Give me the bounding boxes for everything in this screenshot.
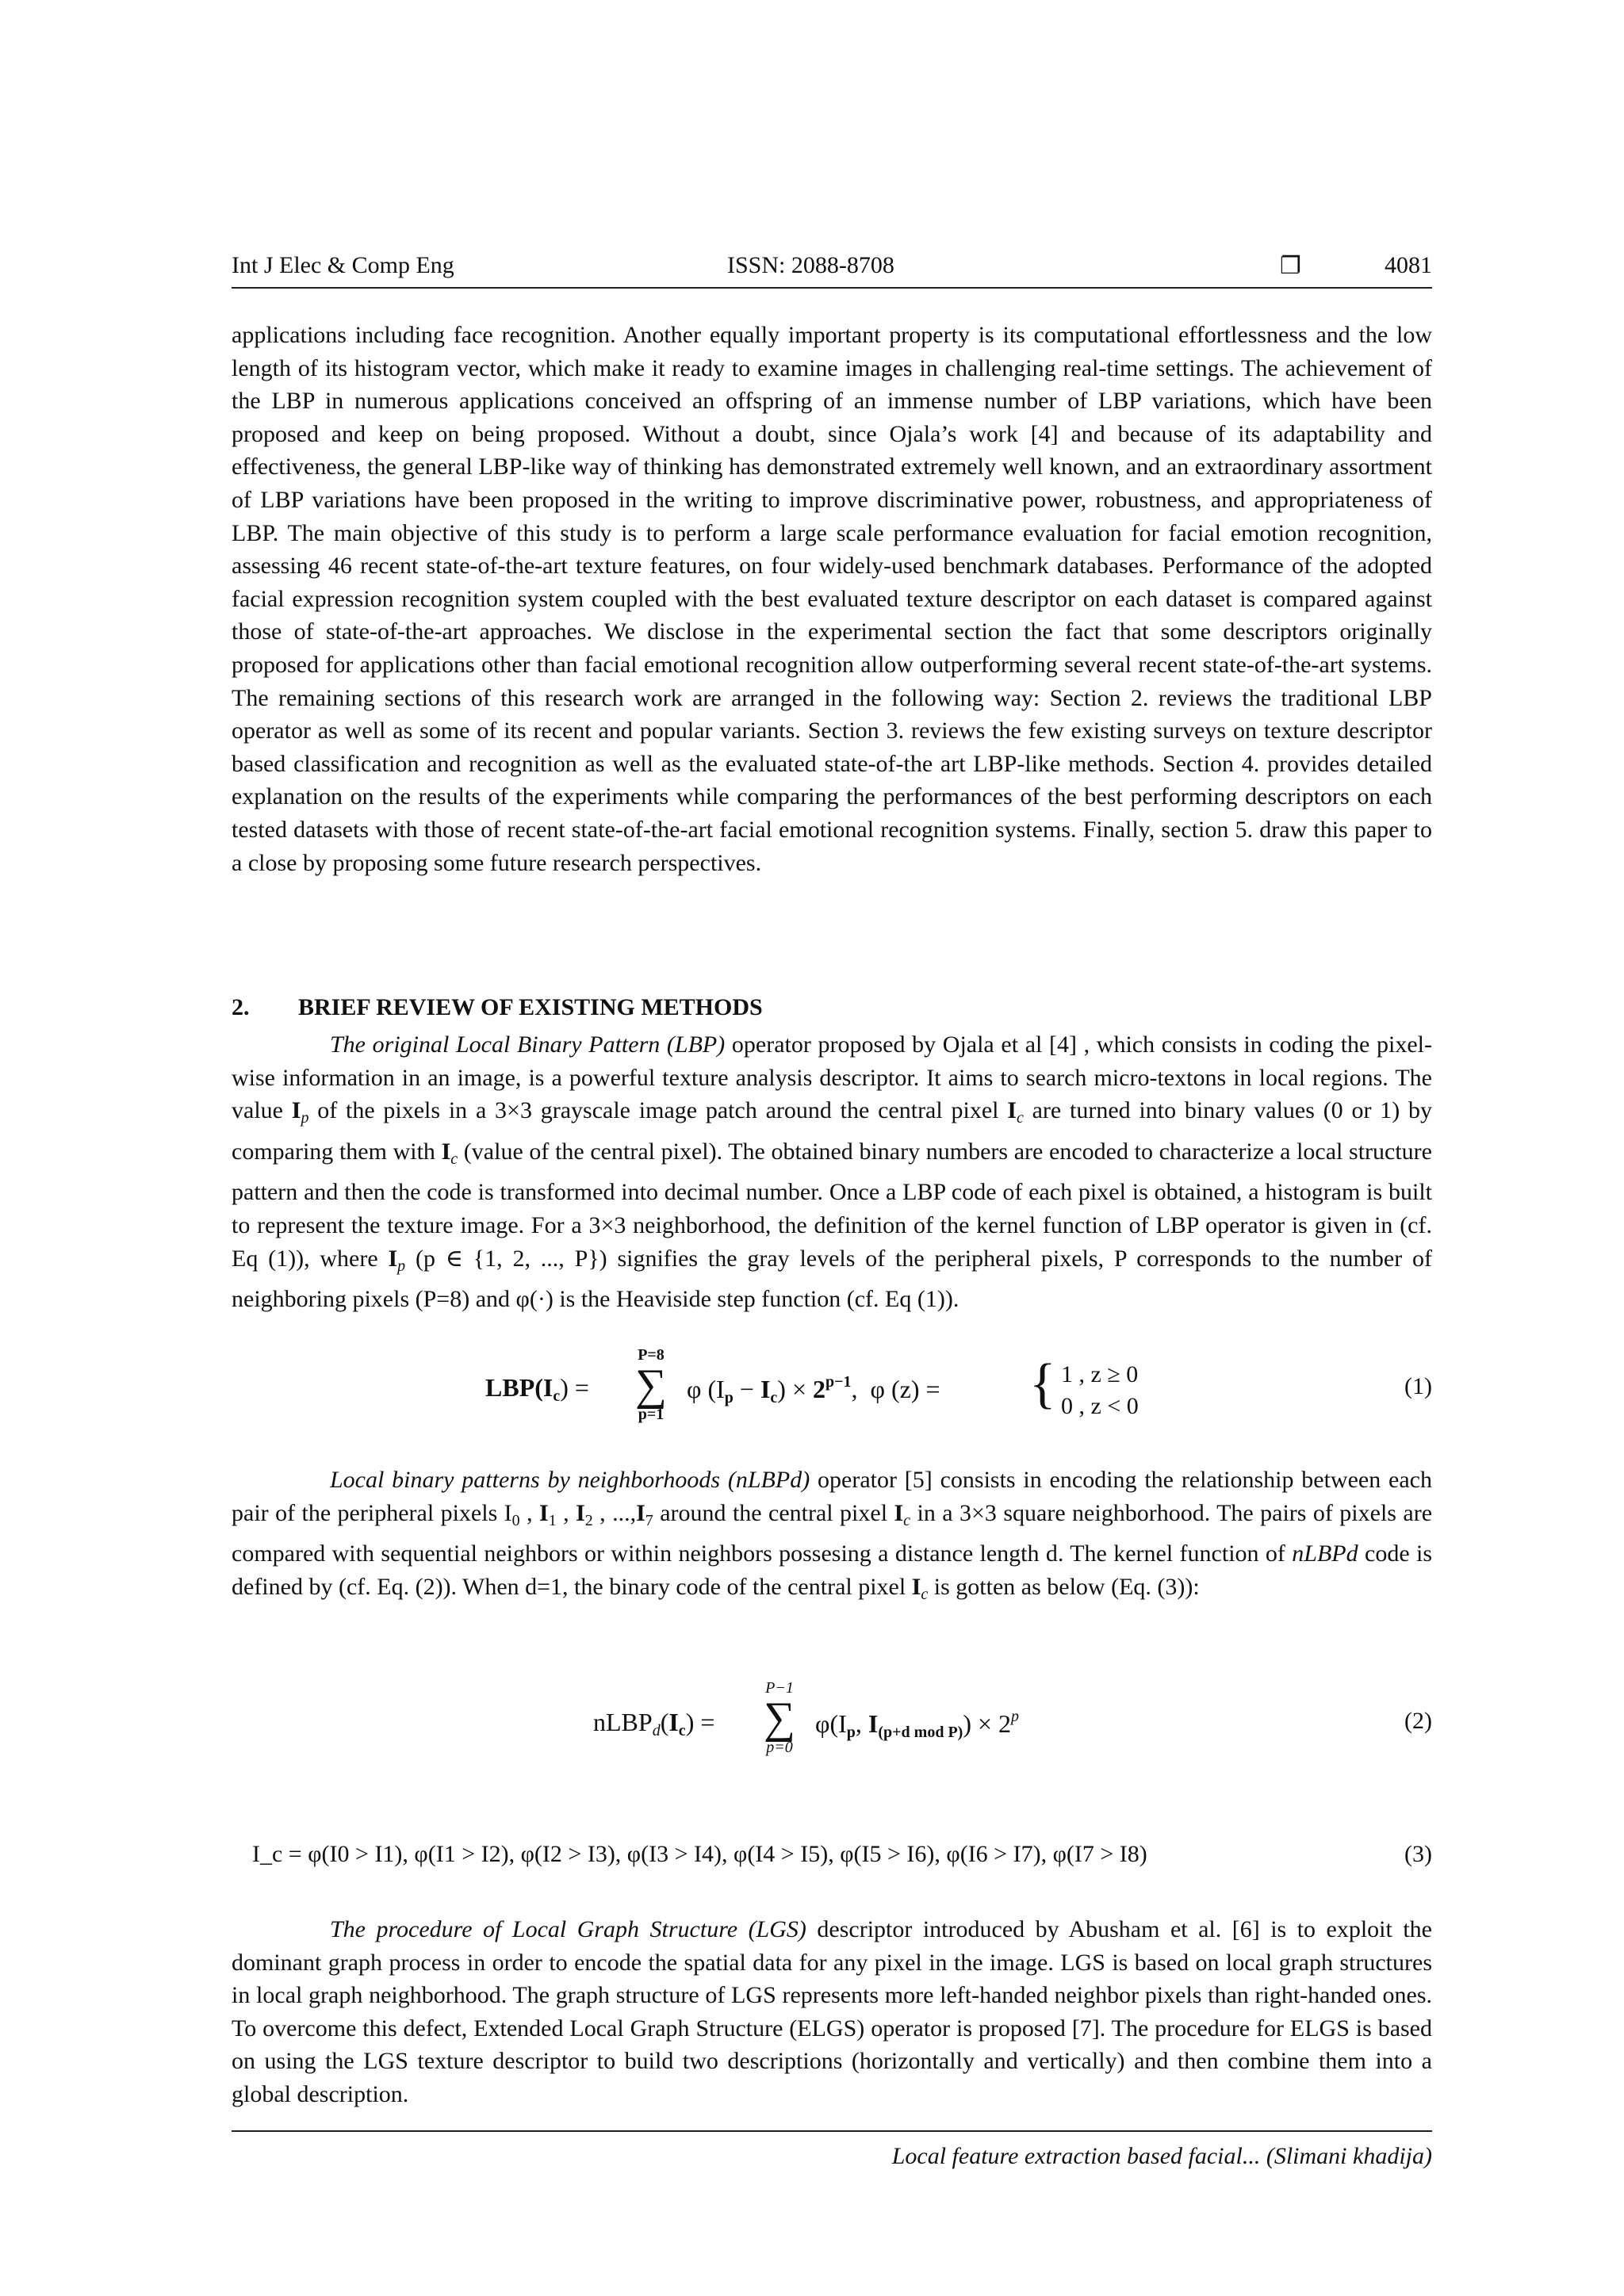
lbp-paragraph: The original Local Binary Pattern (LBP) operator proposed by Ojala et al [4] , which consists in coding the pixel-wise information in an image, is a powerful texture analysis descriptor. It aims to search micro-textons in local regions. The value $I_p$ of the pixels in a 3×3 grayscale image patch around the central pixel $I_c$ are turned into binary values (0 or 1) by comparing them with $I_c$ (value of the central pixel). The obtained binary numbers are encoded to characterize a local structure pattern and then the code is transformed into decimal number. Once a LBP code of each pixel is obtained, a histogram is built to represent the texture image. For a 3×3 neighborhood, the definition of the kernel function of LBP operator is given in (cf. Eq (1)), where $I_p$ (p ∈ {1, 2, ..., P}) signifies the gray levels of the peripheral pixels, P corresponds to the number of neighboring pixels (P=8) and φ(·) is the Heaviside step function (cf. Eq (1)). bbox=[232, 1031, 1432, 1313]
section-title: BRIEF REVIEW OF EXISTING METHODS bbox=[298, 994, 763, 1020]
issn: ISSN: 2088-8708 bbox=[727, 252, 894, 278]
running-footer bbox=[232, 2130, 1432, 2169]
equation-2: $nLBP_d(I_c)$ = P−1 ∑ p=0 $\varphi(I_p$, $I_{(p+d mod P)}) \times 2^p$ (2) bbox=[593, 1679, 1432, 1756]
equation-3: I_c = φ(I0 > I1), φ(I1 > I2), φ(I2 > I3), φ(I3 > I4), φ(I4 > I5), φ(I5 > I6), φ(I6 > I7), φ(I7 > I8) (3) bbox=[252, 1841, 1432, 1867]
nlbpd-paragraph: Local binary patterns by neighborhoods (nLBPd) operator [5] consists in encoding the relationship between each pair of the peripheral pixels $I_0$ , $I_1$ , $I_2$ , $...,I_7$ around the central pixel $I_c$ in a 3×3 square neighborhood. The pairs of pixels are compared with sequential neighbors or within neighbors possesing a distance length d. The kernel function of nLBPd code is defined by (cf. Eq. (2)). When d=1, the binary code of the central pixel $I_c$ is gotten as below (Eq. (3)): bbox=[232, 1467, 1433, 1603]
footer-title: Local feature extraction based facial... (Slimani khadija) bbox=[891, 2143, 1432, 2169]
journal-name: Int J Elec & Comp Eng bbox=[232, 252, 454, 278]
equation-1: $LBP(I_c)$ = P=8 ∑ p=1 φ $(I_p - I_c) \times 2^{p-1}$, φ (z) = { 1 , z ≥ 0 0 , z < 0 (1) bbox=[485, 1346, 1432, 1423]
running-header bbox=[232, 252, 1432, 289]
page-number: 4081 bbox=[1385, 252, 1432, 278]
lbp-lead: The original Local Binary Pattern (LBP) bbox=[330, 1031, 726, 1058]
intro-paragraph: applications including face recognition. Another equally important property is its computational effortlessness and the low length of its histogram vector, which make it ready to examine images in challenging real-time settings. The achievement of the LBP in numerous applications conceived an offspring of an immense number of LBP variations, which have been proposed and keep on being proposed. Without a doubt, since Ojala’s work [4] and because of its adaptability and effectiveness, the general LBP-like way of thinking has demonstrated extremely well known, and an extraordinary assortment of LBP variations have been proposed in the writing to improve discriminative power, robustness, and appropriateness of LBP. The main objective of this study is to perform a large scale performance evaluation for facial emotion recognition, assessing 46 recent state-of-the-art texture features, on four widely-used benchmark databases. Performance of the adopted facial expression recognition system coupled with the best evaluated texture descriptor on each dataset is compared against those of state-of-the-art approaches. We disclose in the experimental section the fact that some descriptors originally proposed for applications other than facial emotional recognition allow outperforming several recent state-of-the-art systems. The remaining sections of this research work are arranged in the following way: Section 2. reviews the traditional LBP operator as well as some of its recent and popular variants. Section 3. reviews the few existing surveys on texture descriptor based classification and recognition as well as the evaluated state-of-the art LBP-like methods. Section 4. provides detailed explanation on the results of the experiments while comparing the performances of the best performing descriptors on each tested datasets with those of recent state-of-the-art facial emotional recognition systems. Finally, section 5. draw this paper to a close by proposing some future research perspectives. bbox=[232, 322, 1432, 876]
box-icon: ❐ bbox=[1280, 252, 1301, 280]
section-number: 2. bbox=[232, 994, 250, 1020]
lgs-paragraph: The procedure of Local Graph Structure (LGS) descriptor introduced by Abusham et al. [6] is to exploit the dominant graph process in order to encode the spatial data for any pixel in the image. LGS is based on local graph structures in local graph neighborhood. The graph structure of LGS represents more left-handed neighbor pixels than right-handed ones. To overcome this defect, Extended Local Graph Structure (ELGS) operator is proposed [7]. The procedure for ELGS is based on using the LGS texture descriptor to build two descriptions (horizontally and vertically) and then combine them into a global description. bbox=[232, 1916, 1432, 2107]
